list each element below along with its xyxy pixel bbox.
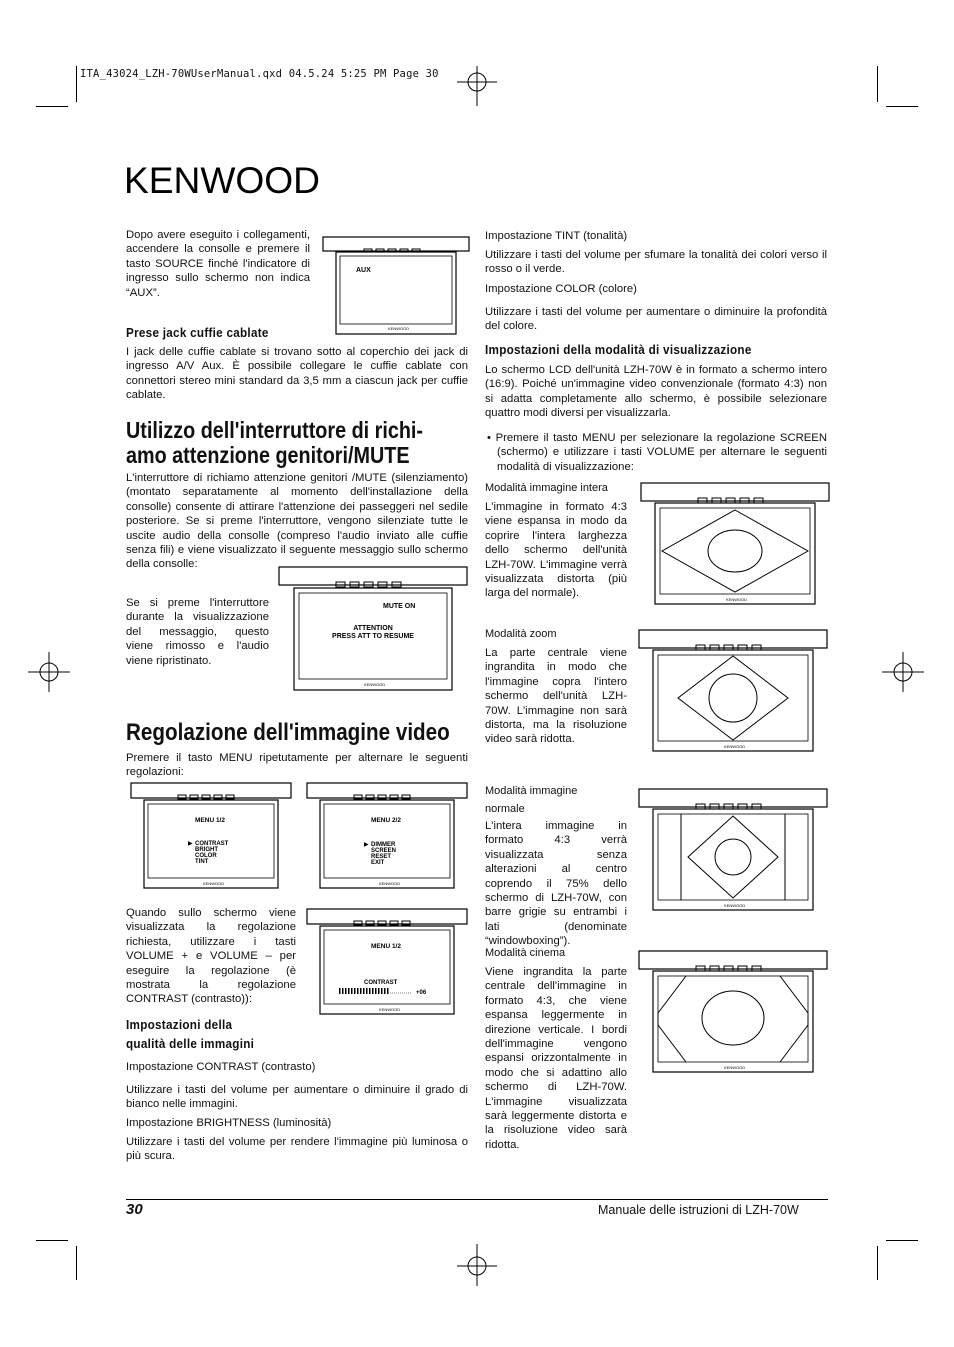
svg-text:EXIT: EXIT: [371, 860, 385, 866]
svg-text:MENU 1/2: MENU 1/2: [371, 943, 401, 950]
contrast-text: Utilizzare i tasti del volume per aumentare o diminuire il grado di bianco nelle immagini.: [126, 1084, 468, 1111]
svg-text:KENWOOD: KENWOOD: [726, 597, 748, 602]
menu2-screen-illustration: [306, 782, 468, 890]
image-heading: Regolazione dell'immagine video: [126, 719, 450, 746]
aux-paragraph: Dopo avere eseguito i collegamenti, accendere la consolle e premere il tasto SOURCE finché l'indicatore di ingresso sullo schermo non indica “AUX”.: [126, 229, 310, 299]
mute-heading-line2: amo attenzione genitori/MUTE: [126, 442, 410, 468]
color-subheading: Impostazione COLOR (colore): [485, 283, 637, 295]
svg-text:KENWOOD: KENWOOD: [724, 903, 746, 908]
crop-mark: [877, 66, 878, 102]
cinema-mode-subheading: Modalità cinema: [485, 947, 566, 959]
crop-mark: [886, 1240, 918, 1241]
zoom-mode-illustration: [638, 629, 828, 753]
crop-mark: [76, 66, 77, 102]
mute-paragraph-a: [126, 471, 468, 572]
svg-text:KENWOOD: KENWOOD: [124, 160, 320, 200]
mute-paragraph: L'interruttore di richiamo attenzione genitori /MUTE (silenziamento) (montato separatamente al momento dell'installazione della consolle) consente di attirare l'attenzione dei passeggeri nel sedile posteriore. Se si preme l'interruttore, vengono silenziate tutte le uscite audio della consolle (compreso l'audio inviato alle cuffie senza fili) e viene visualizzato il seguente messaggio sullo schermo della consolle:: [126, 472, 468, 571]
quality-heading-line1: Impostazioni della: [126, 1017, 233, 1032]
svg-text:AUX: AUX: [356, 267, 371, 274]
crop-mark: [36, 1240, 68, 1241]
svg-text:CONTRAST: CONTRAST: [195, 841, 229, 847]
mute-heading-line1: Utilizzo dell'interruttore di richi-: [126, 417, 424, 443]
mute-paragraph-2: Se si preme l'interruttore durante la visualizzazione del messaggio, questo viene rimosso e l'audio viene ripristinato.: [126, 597, 269, 667]
jack-heading: Prese jack cuffie cablate: [126, 325, 269, 340]
svg-text:+06: +06: [416, 990, 427, 996]
mode-bullet: • Premere il tasto MENU per selezionare la regolazione SCREEN (schermo) e utilizzare i tasti VOLUME per alternare le seguenti modalità di visualizzazione:: [487, 432, 827, 473]
crop-mark: [886, 106, 918, 107]
svg-text:▶: ▶: [188, 841, 193, 847]
page-number: 30: [126, 1201, 143, 1218]
zoom-mode-subheading: Modalità zoom: [485, 628, 557, 640]
contrast-subheading: Impostazione CONTRAST (contrasto): [126, 1061, 316, 1073]
full-mode-text: L'immagine in formato 4:3 viene espansa in modo da coprire l'intera larghezza dello schermo dell'unità LZH-70W. L'immagine verrà visualizzata distorta (più larga del normale).: [485, 501, 627, 600]
svg-text:KENWOOD: KENWOOD: [203, 881, 225, 886]
svg-text:KENWOOD: KENWOOD: [724, 744, 746, 749]
mode-heading: Impostazioni della modalità di visualizzazione: [485, 342, 752, 357]
manual-title: Manuale delle istruzioni di LZH-70W: [598, 1203, 799, 1217]
svg-text:MENU 2/2: MENU 2/2: [371, 817, 401, 824]
cinema-mode-illustration: [638, 950, 828, 1074]
mute-screen-illustration: [278, 566, 470, 692]
quality-heading: [126, 1015, 254, 1053]
quality-heading-line2: qualità delle immagini: [126, 1036, 255, 1051]
crop-mark: [76, 1246, 77, 1280]
tint-text: Utilizzare i tasti del volume per sfumare la tonalità dei colori verso il rosso o il verde.: [485, 249, 827, 276]
normal-mode-subheading: Modalità immagine normale: [485, 785, 578, 815]
image-paragraph: Premere il tasto MENU ripetutamente per alternare le seguenti regolazioni:: [126, 752, 468, 779]
brightness-text: Utilizzare i tasti del volume per rendere l'immagine più luminosa o più scura.: [126, 1136, 468, 1163]
registration-mark: [455, 1242, 501, 1288]
svg-text:SCREEN: SCREEN: [371, 848, 397, 854]
kenwood-logo: [124, 160, 324, 200]
crop-mark: [36, 106, 68, 107]
svg-text:RESET: RESET: [371, 854, 392, 860]
svg-text:▶: ▶: [364, 842, 369, 848]
full-mode-illustration: [640, 482, 830, 606]
aux-screen-illustration: [322, 236, 470, 336]
file-slug: ITA_43024_LZH-70WUserManual.qxd 04.5.24 5:25 PM Page 30: [80, 68, 439, 80]
svg-text:KENWOOD: KENWOOD: [724, 1065, 746, 1070]
mute-heading: [126, 418, 423, 468]
svg-text:CONTRAST: CONTRAST: [364, 980, 398, 986]
color-text: Utilizzare i tasti del volume per aumentare o diminuire la profondità del colore.: [485, 306, 827, 333]
cinema-mode-text: Viene ingrandita la parte centrale dell'immagine in formato 4:3, che viene espansa leggermente in direzione verticale. I bordi dell'immagine vengono espansi orizzontalmente in modo che si adattino allo schermo di LZH-70W. L'immagine visualizzata sarà leggermente distorta e la risoluzione video sarà ridotta.: [485, 966, 627, 1151]
svg-text:MUTE ON: MUTE ON: [383, 603, 416, 610]
mode-paragraph: Lo schermo LCD dell'unità LZH-70W è in formato a schermo intero (16:9). Poiché un'immagine video convenzionale (formato 4:3) non si adatta completamente allo schermo, è possibile selezionare quattro modi diversi per visualizzarla.: [485, 364, 827, 420]
footer-rule: [126, 1199, 828, 1200]
normal-mode-text: L'intera immagine in formato 4:3 verrà visualizzata senza alterazioni al centro coprendo il 75% dello schermo di LZH-70W, con barre grigie su entrambi i lati (denominate “windowboxing”).: [485, 820, 627, 948]
jack-paragraph: I jack delle cuffie cablate si trovano sotto al coperchio dei jack di ingresso A/V Aux. È possibile collegare le cuffie cablate con connettori stereo mini standard da 3,5 mm a ciascun jack per cuffie cablate.: [126, 346, 468, 402]
zoom-mode-text: La parte centrale viene ingrandita in modo che l'immagine copra l'intero schermo dell'unità LZH-70W. L'immagine non sarà distorta, ma la risoluzione video sarà ridotta.: [485, 647, 627, 746]
svg-text:KENWOOD: KENWOOD: [364, 682, 386, 687]
svg-text:TINT: TINT: [195, 859, 209, 865]
registration-mark: [880, 650, 926, 696]
contrast-screen-illustration: [306, 908, 468, 1016]
svg-text:DIMMER: DIMMER: [371, 842, 396, 848]
registration-mark: [26, 650, 72, 696]
svg-text:PRESS ATT TO RESUME: PRESS ATT TO RESUME: [332, 633, 414, 640]
contrast-paragraph: Quando sullo schermo viene visualizzata la regolazione richiesta, utilizzare i tasti VOLUME + e VOLUME – per eseguire la regolazione (è mostrata la regolazione CONTRAST (contrasto)):: [126, 907, 296, 1006]
menu1-screen-illustration: [130, 782, 292, 890]
svg-text:MENU 1/2: MENU 1/2: [195, 817, 225, 824]
svg-text:BRIGHT: BRIGHT: [195, 847, 218, 853]
normal-mode-illustration: [638, 788, 828, 912]
brightness-subheading: Impostazione BRIGHTNESS (luminosità): [126, 1117, 332, 1129]
svg-text:KENWOOD: KENWOOD: [379, 881, 401, 886]
full-mode-subheading: Modalità immagine intera: [485, 482, 608, 494]
registration-mark: [455, 62, 501, 108]
svg-text:ATTENTION: ATTENTION: [353, 625, 393, 632]
svg-text:KENWOOD: KENWOOD: [379, 1007, 401, 1012]
tint-subheading: Impostazione TINT (tonalità): [485, 230, 628, 242]
svg-text:KENWOOD: KENWOOD: [388, 326, 410, 331]
svg-text:COLOR: COLOR: [195, 853, 217, 859]
crop-mark: [877, 1246, 878, 1280]
